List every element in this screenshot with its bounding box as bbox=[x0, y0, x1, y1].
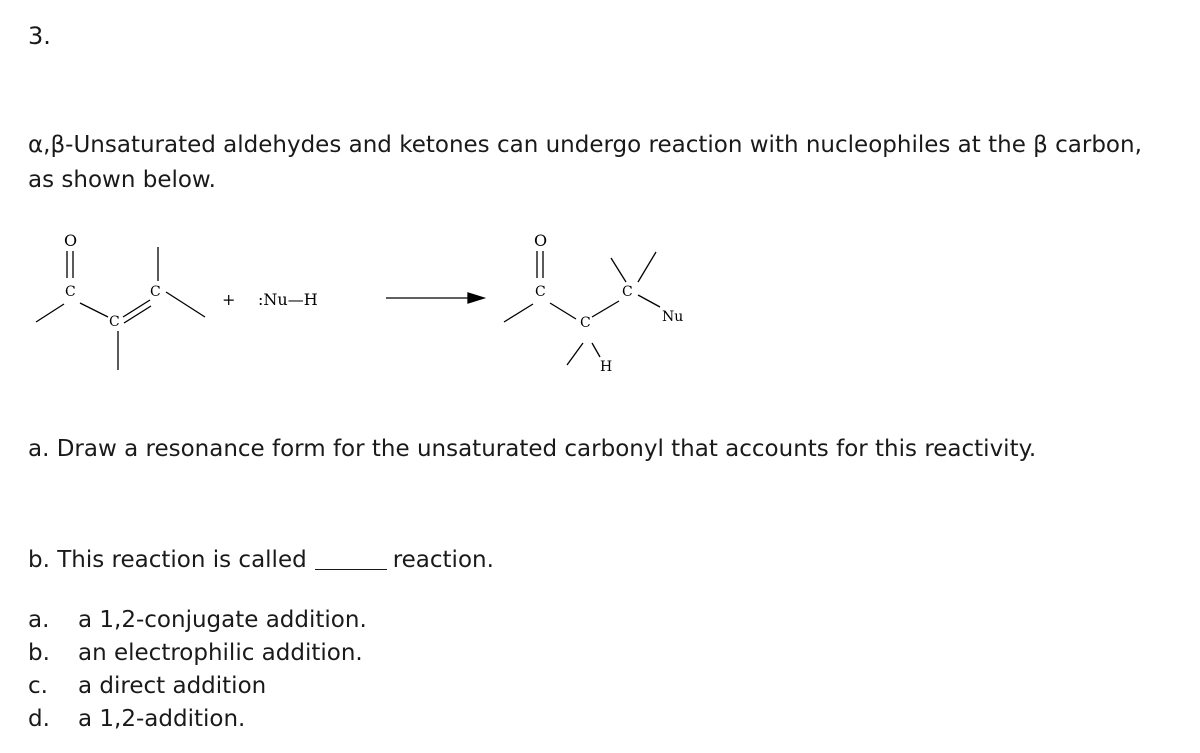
product-beta-carbon: C bbox=[622, 284, 633, 300]
option-a[interactable] bbox=[28, 604, 367, 637]
product-structure bbox=[504, 231, 683, 375]
part-b-text-before: b. This reaction is called bbox=[28, 547, 307, 573]
option-d[interactable] bbox=[28, 703, 367, 736]
option-letter: c. bbox=[28, 673, 48, 699]
question-number: 3. bbox=[28, 22, 51, 50]
reaction-arrow bbox=[386, 293, 484, 303]
part-b-text-after: reaction. bbox=[392, 547, 494, 573]
answer-options bbox=[28, 604, 367, 736]
option-c[interactable] bbox=[28, 670, 367, 703]
reactant-beta-carbon: C bbox=[150, 284, 161, 300]
product-nu-label: Nu bbox=[662, 309, 684, 325]
option-letter: b. bbox=[28, 640, 50, 666]
option-b[interactable] bbox=[28, 637, 367, 670]
reactant-carbonyl-carbon: C bbox=[65, 284, 76, 300]
question-intro: α,β-Unsaturated aldehydes and ketones can undergo reaction with nucleophiles at the β carbon, as shown below. bbox=[28, 132, 1142, 193]
reaction-scheme bbox=[0, 225, 720, 385]
plus-sign: + bbox=[222, 290, 236, 309]
option-letter: d. bbox=[28, 706, 50, 732]
part-b-prompt bbox=[28, 547, 494, 573]
option-text: a 1,2-conjugate addition. bbox=[78, 607, 367, 633]
reactant-structure bbox=[36, 231, 205, 370]
reactant-alpha-carbon: C bbox=[109, 314, 120, 330]
option-text: a direct addition bbox=[78, 673, 267, 699]
product-alpha-carbon: C bbox=[580, 315, 591, 331]
option-text: an electrophilic addition. bbox=[78, 640, 363, 666]
option-text: a 1,2-addition. bbox=[78, 706, 246, 732]
nucleophile-label: :Nu—H bbox=[258, 290, 318, 309]
product-carbonyl-carbon: C bbox=[535, 284, 546, 300]
product-oxygen: O bbox=[534, 231, 548, 250]
answer-blank[interactable] bbox=[315, 569, 387, 570]
product-h-label: H bbox=[600, 359, 613, 375]
reactant-oxygen: O bbox=[64, 231, 78, 250]
part-a-prompt: a. Draw a resonance form for the unsaturated carbonyl that accounts for this reactivity. bbox=[28, 436, 1037, 462]
option-letter: a. bbox=[28, 607, 50, 633]
